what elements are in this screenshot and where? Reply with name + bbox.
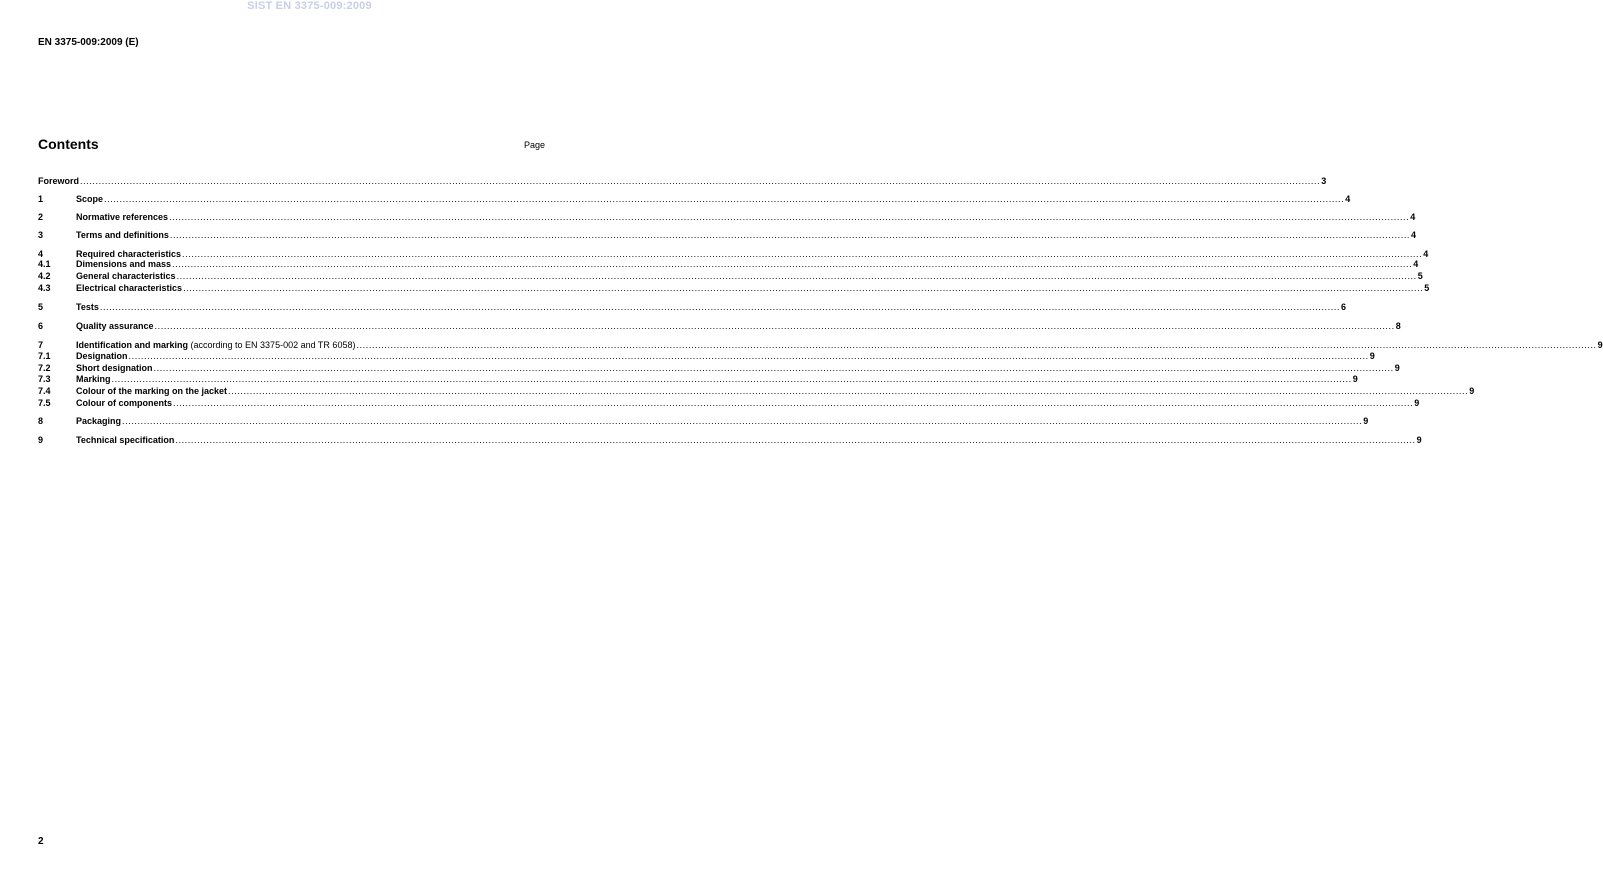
toc-entry-number: 4.3 — [38, 283, 51, 293]
toc-entry-title-text: Normative references — [76, 212, 169, 222]
toc-entry-number: 3 — [38, 230, 44, 240]
toc-entry[interactable] — [38, 212, 1416, 223]
toc-entry[interactable] — [38, 283, 1430, 294]
dot-leader: ................................................................................................................................................................................................................................................................................................................................................................................................................ — [176, 271, 1417, 281]
toc-entry[interactable] — [38, 398, 1420, 409]
toc-entry-title — [76, 398, 172, 409]
toc-entry-page: 5 — [1417, 271, 1423, 281]
toc-entry-number: 4 — [38, 249, 44, 259]
dot-leader: ................................................................................................................................................................................................................................................................................................................................................................................................................ — [128, 351, 1369, 361]
toc-entry-title — [76, 321, 154, 332]
toc-entry-page: 9 — [1414, 398, 1420, 408]
toc-entry[interactable] — [38, 259, 1419, 270]
toc-entry[interactable] — [38, 230, 1417, 241]
toc-entry-page: 3 — [1321, 176, 1327, 186]
dot-leader: ................................................................................................................................................................................................................................................................................................................................................................................................................ — [169, 212, 1410, 222]
toc-entry-title — [76, 230, 169, 241]
toc-entry-title-text: Packaging — [76, 416, 122, 426]
toc-entry-page: 9 — [1469, 386, 1475, 396]
toc-entry-title-text: Marking — [76, 374, 111, 384]
page-number: 2 — [38, 836, 44, 847]
toc-entry-title-text: Foreword — [38, 176, 80, 186]
toc-entry-title-text: Required characteristics — [76, 249, 182, 259]
dot-leader: ................................................................................................................................................................................................................................................................................................................................................................................................................ — [80, 176, 1321, 186]
toc-entry-page: 9 — [1363, 416, 1369, 426]
dot-leader: ................................................................................................................................................................................................................................................................................................................................................................................................................ — [154, 321, 1395, 331]
toc-entry-title-text: Technical specification — [76, 435, 175, 445]
toc-entry[interactable] — [38, 416, 1369, 427]
toc-entry-number: 6 — [38, 321, 44, 331]
toc-entry-title — [76, 283, 182, 294]
toc-entry-title-text: Terms and definitions — [76, 230, 169, 240]
dot-leader: ................................................................................................................................................................................................................................................................................................................................................................................................................ — [99, 302, 1341, 312]
toc-entry[interactable] — [38, 176, 1327, 187]
dot-leader: ................................................................................................................................................................................................................................................................................................................................................................................................................ — [111, 374, 1352, 384]
toc-entry[interactable] — [38, 374, 1358, 385]
toc-entry-number: 4.2 — [38, 271, 51, 281]
toc-entry-number: 7.3 — [38, 374, 51, 384]
toc-entry-page: 4 — [1413, 259, 1419, 269]
toc-entry[interactable] — [38, 321, 1401, 332]
toc-entry-title — [76, 302, 99, 313]
toc-entry-number: 5 — [38, 302, 44, 312]
toc-entry-title — [76, 374, 111, 385]
watermark: SIST EN 3375-009:2009 — [247, 0, 372, 12]
toc-entry[interactable] — [38, 194, 1351, 205]
dot-leader: ................................................................................................................................................................................................................................................................................................................................................................................................................ — [104, 194, 1345, 204]
toc-entry-title-text: General characteristics — [76, 271, 176, 281]
toc-entry[interactable] — [38, 435, 1422, 446]
toc-entry-number: 7.2 — [38, 363, 51, 373]
toc-entry-page: 4 — [1410, 212, 1416, 222]
toc-entry-title — [76, 194, 103, 205]
toc-entry-number: 8 — [38, 416, 44, 426]
toc-entry-page: 4 — [1345, 194, 1351, 204]
toc-entry-title-text: Short designation — [76, 363, 153, 373]
toc-entry-page: 9 — [1369, 351, 1375, 361]
toc-entry-number: 9 — [38, 435, 44, 445]
toc-entry-number: 2 — [38, 212, 44, 222]
dot-leader: ................................................................................................................................................................................................................................................................................................................................................................................................................ — [356, 340, 1597, 350]
toc-entry-page: 9 — [1416, 435, 1422, 445]
toc-entry-number: 7 — [38, 340, 44, 350]
toc-entry-number: 7.4 — [38, 386, 51, 396]
dot-leader: ................................................................................................................................................................................................................................................................................................................................................................................................................ — [169, 230, 1411, 240]
dot-leader: ................................................................................................................................................................................................................................................................................................................................................................................................................ — [175, 435, 1416, 445]
toc-entry-title-text: Scope — [76, 194, 104, 204]
toc-entry[interactable] — [38, 302, 1347, 313]
page-column-label: Page — [523, 140, 545, 150]
toc-entry-title-text: Tests — [76, 302, 99, 312]
toc-entry-title — [76, 386, 227, 397]
toc-entry-title — [76, 363, 153, 374]
toc-entry-title — [38, 176, 79, 187]
dot-leader: ................................................................................................................................................................................................................................................................................................................................................................................................................ — [183, 283, 1424, 293]
dot-leader: ................................................................................................................................................................................................................................................................................................................................................................................................................ — [122, 416, 1363, 426]
toc-entry-page: 9 — [1394, 363, 1400, 373]
toc-entry-page: 4 — [1411, 230, 1417, 240]
toc-entry-number: 7.5 — [38, 398, 51, 408]
toc-entry-title — [76, 212, 168, 223]
toc-entry-number: 1 — [38, 194, 44, 204]
toc-entry-title — [76, 435, 174, 446]
toc-entry-title-text: Quality assurance — [76, 321, 154, 331]
toc-entry[interactable] — [38, 351, 1375, 362]
toc-entry[interactable] — [38, 340, 1603, 351]
page-title: Contents — [38, 136, 99, 152]
toc-entry[interactable] — [38, 386, 1475, 397]
toc-entry-title — [76, 259, 171, 270]
toc-entry[interactable] — [38, 271, 1423, 282]
toc-entry-title-note: (according to EN 3375-002 and TR 6058) — [188, 340, 356, 350]
toc-entry[interactable] — [38, 363, 1400, 374]
toc-entry-page: 6 — [1341, 302, 1347, 312]
toc-entry-title-text: Designation — [76, 351, 128, 361]
toc-entry-title-text: Colour of components — [76, 398, 172, 408]
toc-entry-title — [76, 351, 128, 362]
toc-entry-title — [76, 340, 355, 351]
dot-leader: ................................................................................................................................................................................................................................................................................................................................................................................................................ — [172, 259, 1413, 269]
document-id: EN 3375-009:2009 (E) — [38, 37, 139, 48]
toc-entry-page: 4 — [1423, 249, 1429, 259]
toc-entry-page: 9 — [1352, 374, 1358, 384]
dot-leader: ................................................................................................................................................................................................................................................................................................................................................................................................................ — [228, 386, 1469, 396]
toc-entry-title-text: Colour of the marking on the jacket — [76, 386, 228, 396]
toc-entry-title-text: Identification and marking — [76, 340, 189, 350]
toc-entry-page: 5 — [1424, 283, 1430, 293]
toc-entry-number: 7.1 — [38, 351, 51, 361]
toc-entry-title — [76, 416, 121, 427]
toc-entry-page: 9 — [1597, 340, 1603, 350]
toc-entry-title-text: Electrical characteristics — [76, 283, 183, 293]
dot-leader: ................................................................................................................................................................................................................................................................................................................................................................................................................ — [173, 398, 1414, 408]
dot-leader: ................................................................................................................................................................................................................................................................................................................................................................................................................ — [182, 249, 1423, 259]
toc-entry-number: 4.1 — [38, 259, 51, 269]
toc-entry-page: 8 — [1395, 321, 1401, 331]
dot-leader: ................................................................................................................................................................................................................................................................................................................................................................................................................ — [153, 363, 1394, 373]
toc-entry-title-text: Dimensions and mass — [76, 259, 172, 269]
toc-entry-title — [76, 271, 176, 282]
